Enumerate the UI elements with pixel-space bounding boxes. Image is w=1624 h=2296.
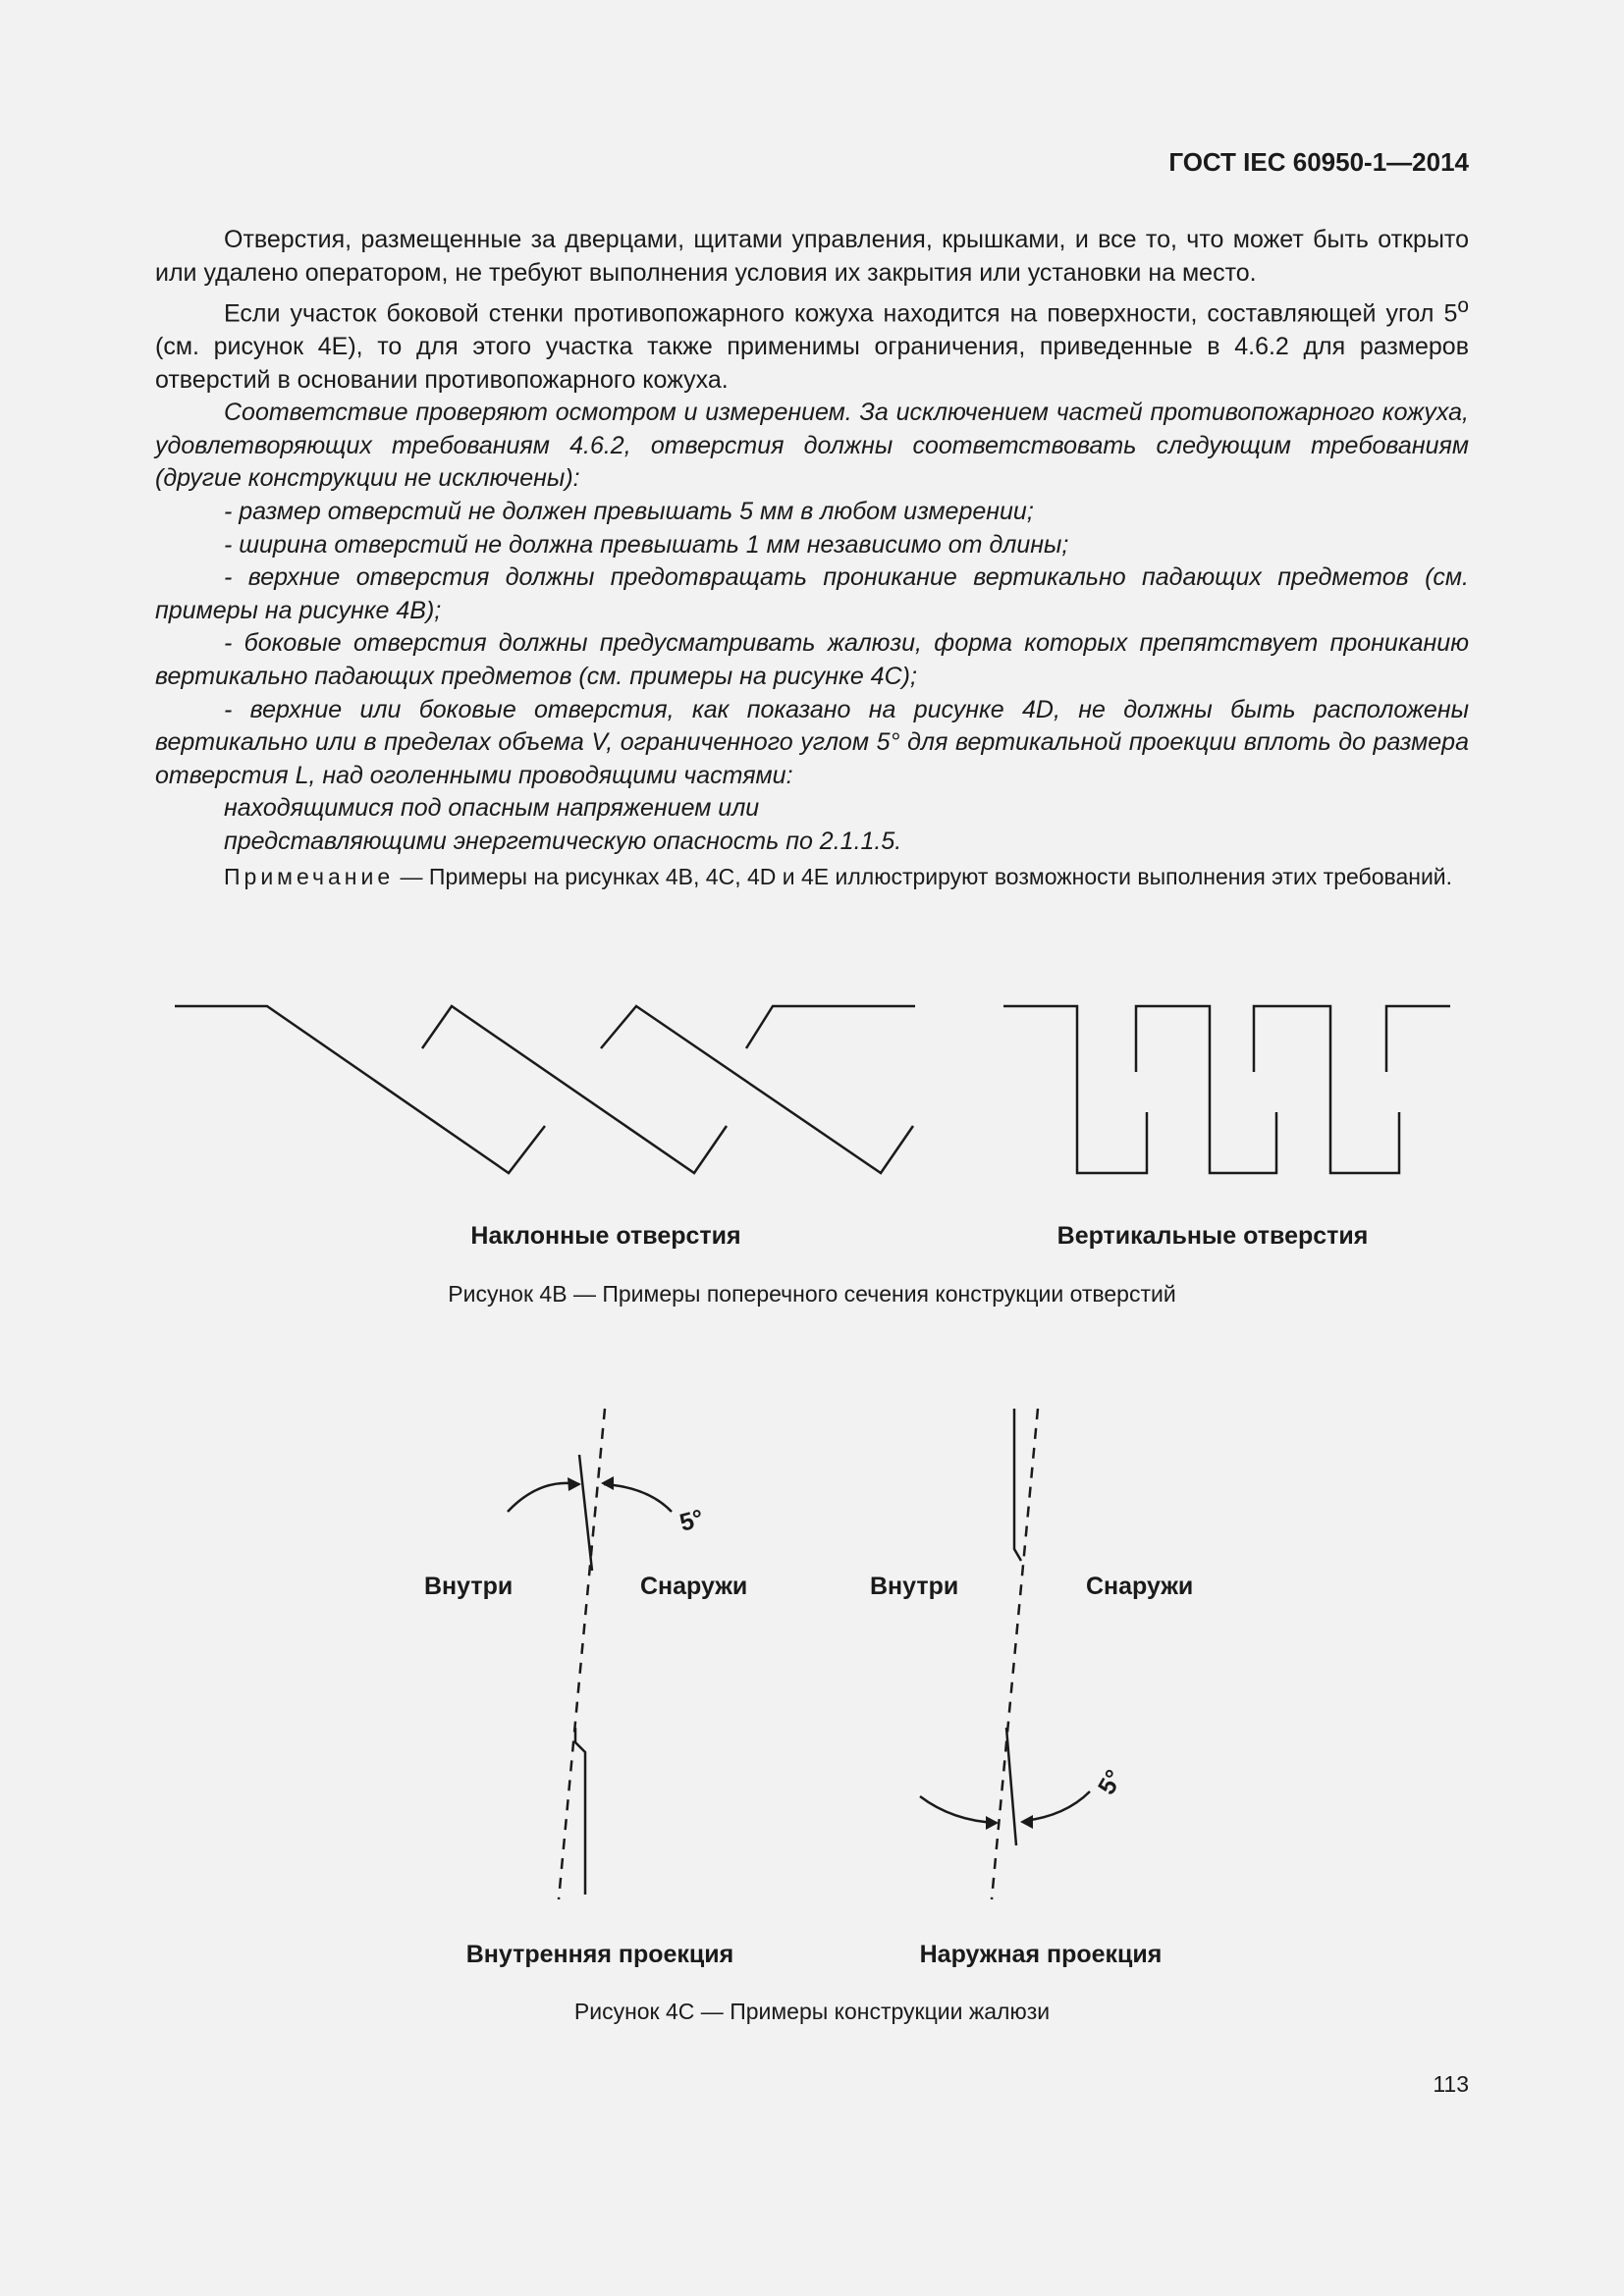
- louver-bottom-line: [575, 1728, 585, 1895]
- outside-projection-arrows: [986, 1815, 1033, 1830]
- paragraph-side-wall-start: Если участок боковой стенки противопожарного кожуха находится на поверхности, составляющей угол 5: [224, 299, 1458, 328]
- arrow-head-left: [568, 1477, 581, 1491]
- slant-louver-2: [422, 1006, 727, 1173]
- vertical-openings-diagram: [1003, 1006, 1450, 1173]
- figure-4c-caption: Рисунок 4C — Примеры конструкции жалюзи: [573, 1999, 1051, 2024]
- paragraph-compliance: Соответствие проверяют осмотром и измерением. За исключением частей противопожарного кожуха, удовлетворяющих требованиям 4.6.2, отверстия должны соответствовать следующим требованиям (другие конструкции не исключены):: [155, 399, 1469, 493]
- angle-arc-right: [604, 1484, 672, 1512]
- angle-arc-right-right: [1024, 1791, 1090, 1821]
- note-label: Примечание: [224, 864, 395, 889]
- outside-projection-label: Наружная проекция: [919, 1941, 1163, 1968]
- arrow-head-right: [601, 1476, 614, 1490]
- louver-top-line-right: [1014, 1409, 1021, 1561]
- inside-projection-label: Внутренняя проекция: [465, 1941, 734, 1968]
- inside-projection-arrows: [568, 1476, 614, 1491]
- slanted-openings-label: Наклонные отверстия: [470, 1222, 741, 1250]
- list-item: - верхние или боковые отверстия, как показано на рисунке 4D, не должны быть расположены вертикально или в пределах объема V, ограниченного углом 5° для вертикальной проекции вплоть до размера отверстия L, над оголенными проводящими частями:: [155, 695, 1469, 789]
- slanted-openings-diagram: [175, 1006, 915, 1173]
- list-item: - ширина отверстий не должна превышать 1 мм независимо от длины;: [224, 530, 1069, 559]
- figure-4b-caption: Рисунок 4B — Примеры поперечного сечения конструкции отверстий: [448, 1281, 1176, 1307]
- page-number: 113: [1433, 2071, 1469, 2097]
- paragraph-side-wall-end: (см. рисунок 4E), то для этого участка также применимы ограничения, приведенные в 4.6.2 для размеров отверстий в основании противопожарного кожуха.: [155, 333, 1469, 394]
- inside-label-right: Внутри: [870, 1573, 959, 1600]
- vertical-slot-2: [1136, 1006, 1276, 1173]
- slant-louver-4: [746, 1006, 915, 1048]
- list-item: - верхние отверстия должны предотвращать проникание вертикально падающих предметов (см. примеры на рисунке 4B);: [155, 563, 1469, 624]
- list-item: - боковые отверстия должны предусматривать жалюзи, форма которых препятствует прониканию вертикально падающих предметов (см. примеры на рисунке 4C);: [155, 629, 1469, 691]
- list-item: - размер отверстий не должен превышать 5 мм в любом измерении;: [224, 498, 1034, 526]
- outside-projection-diagram: [920, 1409, 1090, 1899]
- louver-top-line: [579, 1455, 592, 1571]
- sub-list-item: находящимися под опасным напряжением или: [224, 794, 760, 823]
- sub-list-item: представляющими энергетическую опасность по 2.1.1.5.: [224, 828, 902, 856]
- vertical-slot-1: [1003, 1006, 1147, 1173]
- inside-projection-diagram: [508, 1409, 672, 1899]
- outside-label-left: Снаружи: [640, 1573, 748, 1600]
- vertical-openings-label: Вертикальные отверстия: [1056, 1222, 1369, 1250]
- document-header: ГОСТ IEC 60950-1—2014: [1168, 147, 1469, 177]
- paragraph-openings: Отверстия, размещенные за дверцами, щитами управления, крышками, и все то, что может быть открыто или удалено оператором, не требуют выполнения условия их закрытия или установки на место.: [155, 226, 1469, 287]
- angle-label-right: 5°: [1092, 1765, 1129, 1799]
- arrow-head-right-right: [1020, 1815, 1033, 1829]
- outside-label-right: Снаружи: [1086, 1573, 1194, 1600]
- vertical-slot-4: [1386, 1006, 1450, 1072]
- louver-bottom-line-right: [1006, 1728, 1016, 1845]
- angle-arc-left-right: [920, 1796, 997, 1823]
- arrow-head-left-right: [986, 1816, 999, 1830]
- angle-label-left: 5°: [677, 1504, 707, 1537]
- degree-superscript: о: [1457, 294, 1469, 318]
- note-text: — Примеры на рисунках 4B, 4C, 4D и 4E иллюстрируют возможности выполнения этих требований.: [394, 864, 1453, 889]
- inside-label-left: Внутри: [424, 1573, 514, 1600]
